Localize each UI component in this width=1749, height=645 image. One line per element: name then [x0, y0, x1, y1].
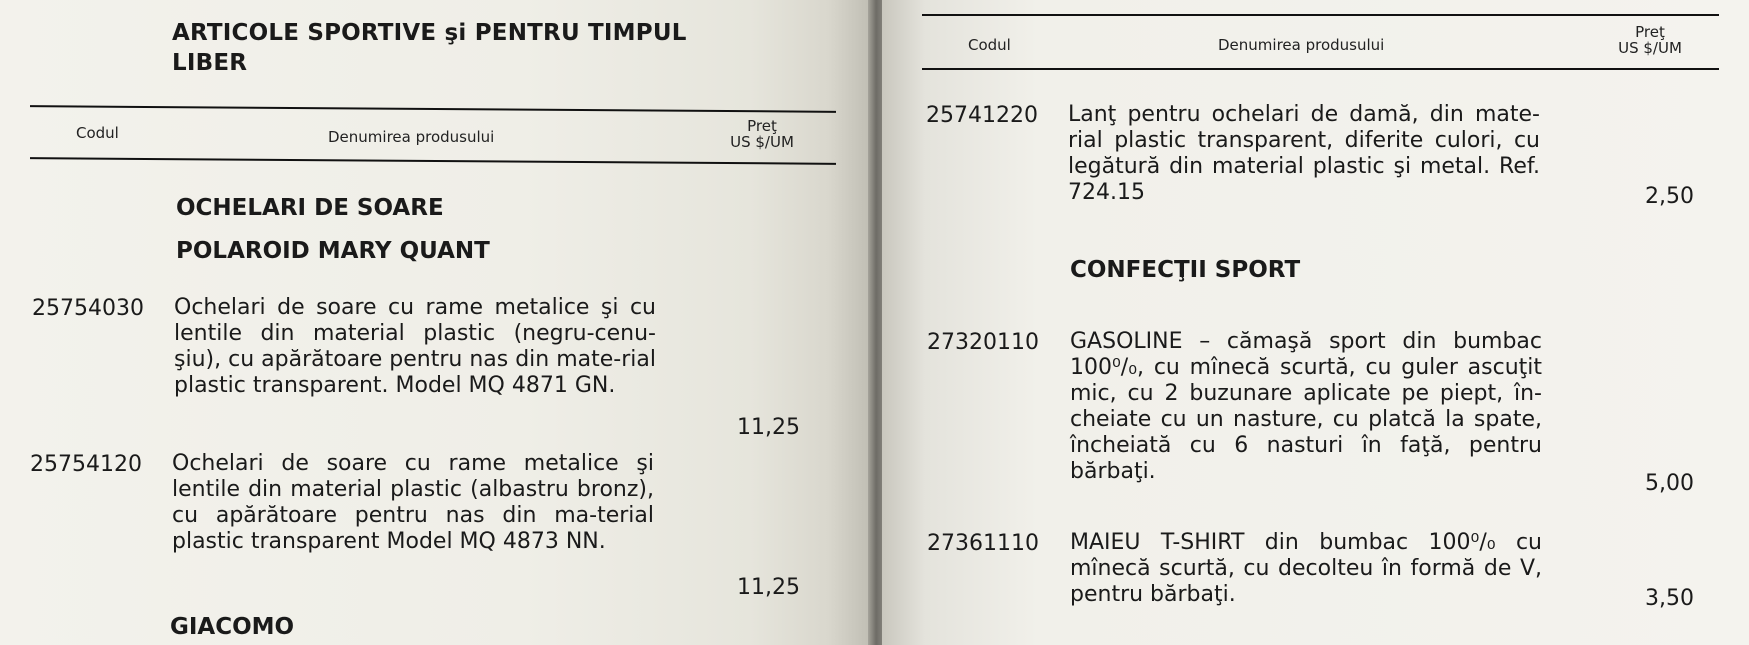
section-title: ARTICOLE SPORTIVE şi PENTRU TIMPUL LIBER [172, 20, 687, 76]
header-price-label: Preţ [747, 117, 777, 135]
header-rule-bottom [922, 68, 1719, 70]
product-code: 27361110 [927, 531, 1039, 556]
header-name: Denumirea produsului [1218, 36, 1385, 54]
header-code: Codul [76, 124, 119, 142]
header-price-label: Preţ [1635, 23, 1665, 41]
subheading-sport-apparel: CONFECŢII SPORT [1070, 257, 1301, 283]
header-rule-top [922, 14, 1719, 16]
product-description: Ochelari de soare cu rame metalice şi lentile din material plastic (albastru bronz), cu apărătoare pentru nas din ma-terial plastic transparent Model MQ 4873 NN. [172, 451, 654, 554]
header-price [1600, 24, 1700, 56]
product-price: 11,25 [737, 575, 800, 600]
product-description: Ochelari de soare cu rame metalice şi cu lentile din material plastic (negru-cenu-şiu), cu apărătoare pentru nas din mate-rial plastic transparent. Model MQ 4871 GN. [174, 295, 656, 398]
product-code: 25741220 [926, 103, 1038, 128]
left-page [0, 0, 872, 645]
right-page [882, 0, 1749, 645]
product-code: 25754120 [30, 452, 142, 477]
header-price-unit: US $/UM [1618, 39, 1682, 57]
product-code: 27320110 [927, 330, 1039, 355]
header-rule-bottom [30, 157, 836, 165]
header-code: Codul [968, 36, 1011, 54]
product-price: 2,50 [1645, 184, 1694, 209]
product-price: 5,00 [1645, 471, 1694, 496]
product-description: MAIEU T-SHIRT din bumbac 100⁰/₀ cu mînecă scurtă, cu decolteu în formă de V, pentru bărbaţi. [1070, 530, 1542, 607]
subheading-sunglasses: OCHELARI DE SOARE [176, 195, 444, 221]
subheading-giacomo: GIACOMO [170, 614, 295, 640]
header-rule-top [30, 105, 836, 113]
product-code: 25754030 [32, 296, 144, 321]
subheading-brand: POLAROID MARY QUANT [176, 238, 490, 264]
header-price-unit: US $/UM [730, 133, 794, 151]
product-description: Lanţ pentru ochelari de damă, din mate-rial plastic transparent, diferite culori, cu legătură din material plastic şi metal. Ref. 724.15 [1068, 102, 1540, 205]
header-price [712, 118, 812, 150]
product-price: 11,25 [737, 415, 800, 440]
product-price: 3,50 [1645, 586, 1694, 611]
product-description: GASOLINE – cămaşă sport din bumbac 100⁰/₀, cu mînecă scurtă, cu guler ascuţit mic, cu 2 buzunare aplicate pe piept, în-cheiate cu un nasture, cu platcă la spate, încheiată cu 6 nasturi în faţă, pentru bărbaţi. [1070, 329, 1542, 484]
header-name: Denumirea produsului [328, 128, 495, 146]
